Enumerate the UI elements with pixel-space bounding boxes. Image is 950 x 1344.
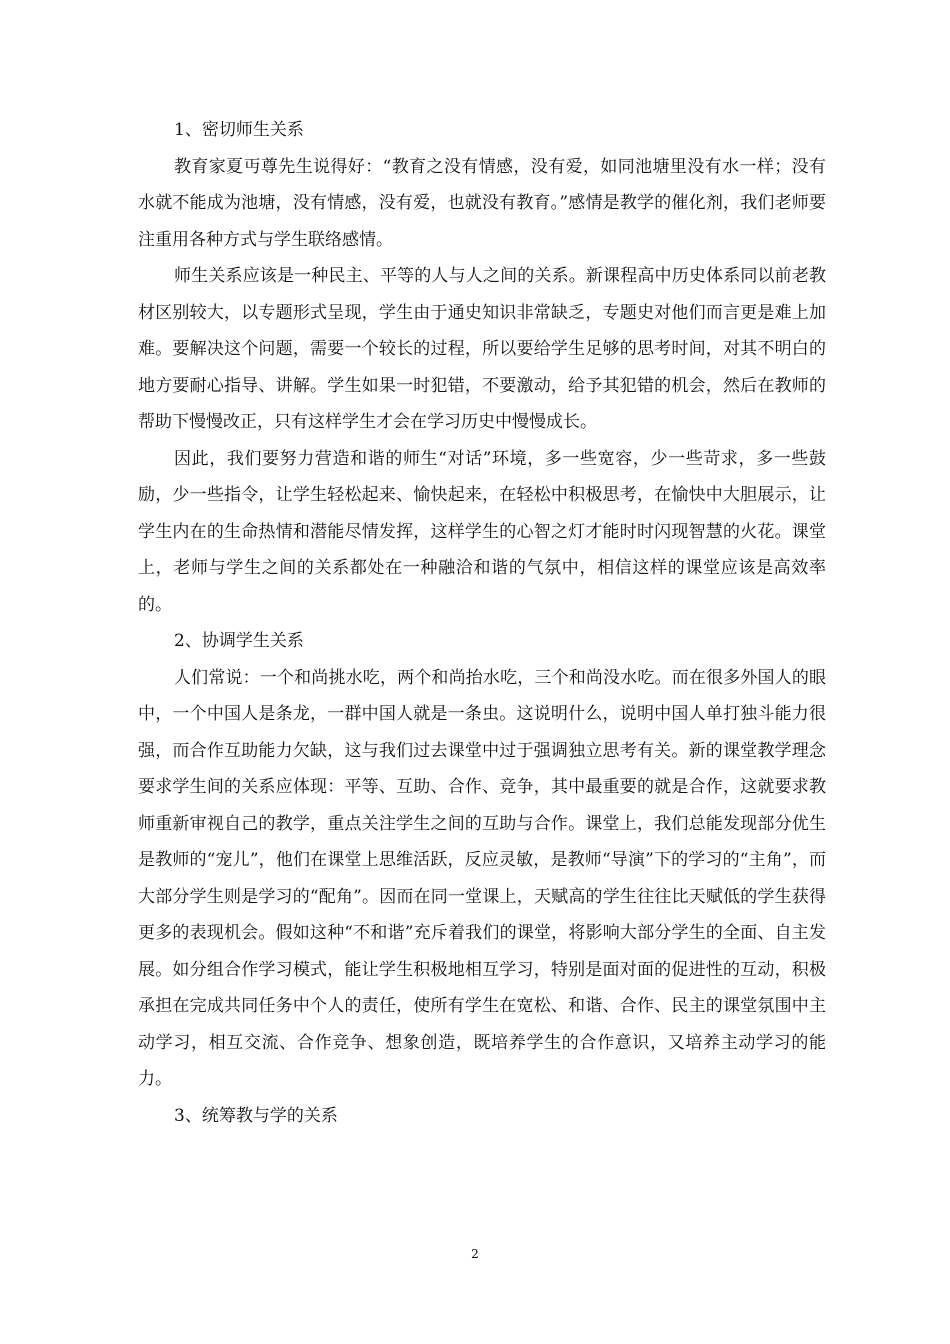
section-heading-3: 3、统筹教与学的关系 (174, 1105, 338, 1126)
paragraph: 教育家夏丏尊先生说得好：“教育之没有情感，没有爱，如同池塘里没有水一样；没有水就不能成为池塘，没有情感，没有爱，也就没有教育。”感情是教学的催化剂，我们老师要注重用各种方式与学生联络感情。 (138, 156, 826, 250)
section-heading-1: 1、密切师生关系 (174, 120, 304, 140)
paragraph: 人们常说：一个和尚挑水吃，两个和尚抬水吃，三个和尚没水吃。而在很多外国人的眼中，一个中国人是条龙，一群中国人就是一条虫。这说明什么，说明中国人单打独斗能力很强，而合作互助能力欠缺，这与我们过去课堂中过于强调独立思考有关。新的课堂教学理念要求学生间的关系应体现：平等、互助、合作、竞争，其中最重要的就是合作，这就要求教师重新审视自己的教学，重点关注学生之间的互助与合作。课堂上，我们总能发现部分优生是教师的“宠儿”，他们在课堂上思维活跃，反应灵敏，是教师“导演”下的学习的“主角”，而大部分学生则是学习的“配角”。因而在同一堂课上，天赋高的学生往往比天赋低的学生获得更多的表现机会。假如这种“不和谐”充斥着我们的课堂，将影响大部分学生的全面、自主发展。如分组合作学习模式，能让学生积极地相互学习，特别是面对面的促进性的互动，积极承担在完成共同任务中个人的责任，使所有学生在宽松、和谐、合作、民主的课堂氛围中主动学习，相互交流、合作竞争、想象创造，既培养学生的合作意识，又培养主动学习的能力。 (138, 667, 826, 1089)
section-heading-2: 2、协调学生关系 (174, 631, 304, 651)
paragraph: 师生关系应该是一种民主、平等的人与人之间的关系。新课程高中历史体系同以前老教材区别较大，以专题形式呈现，学生由于通史知识非常缺乏，专题史对他们而言更是难上加难。要解决这个问题，需要一个较长的过程，所以要给学生足够的思考时间，对其不明白的地方要耐心指导、讲解。学生如果一时犯错，不要激动，给予其犯错的机会，然后在教师的帮助下慢慢改正，只有这样学生才会在学习历史中慢慢成长。 (138, 266, 826, 432)
page-number: 2 (471, 1247, 479, 1261)
document-body (138, 112, 826, 1134)
paragraph: 因此，我们要努力营造和谐的师生“对话”环境，多一些宽容，少一些苛求，多一些鼓励，少一些指令，让学生轻松起来、愉快起来，在轻松中积极思考，在愉快中大胆展示，让学生内在的生命热情和潜能尽情发挥，这样学生的心智之灯才能时时闪现智慧的火花。课堂上，老师与学生之间的关系都处在一种融洽和谐的气氛中，相信这样的课堂应该是高效率的。 (138, 448, 826, 615)
